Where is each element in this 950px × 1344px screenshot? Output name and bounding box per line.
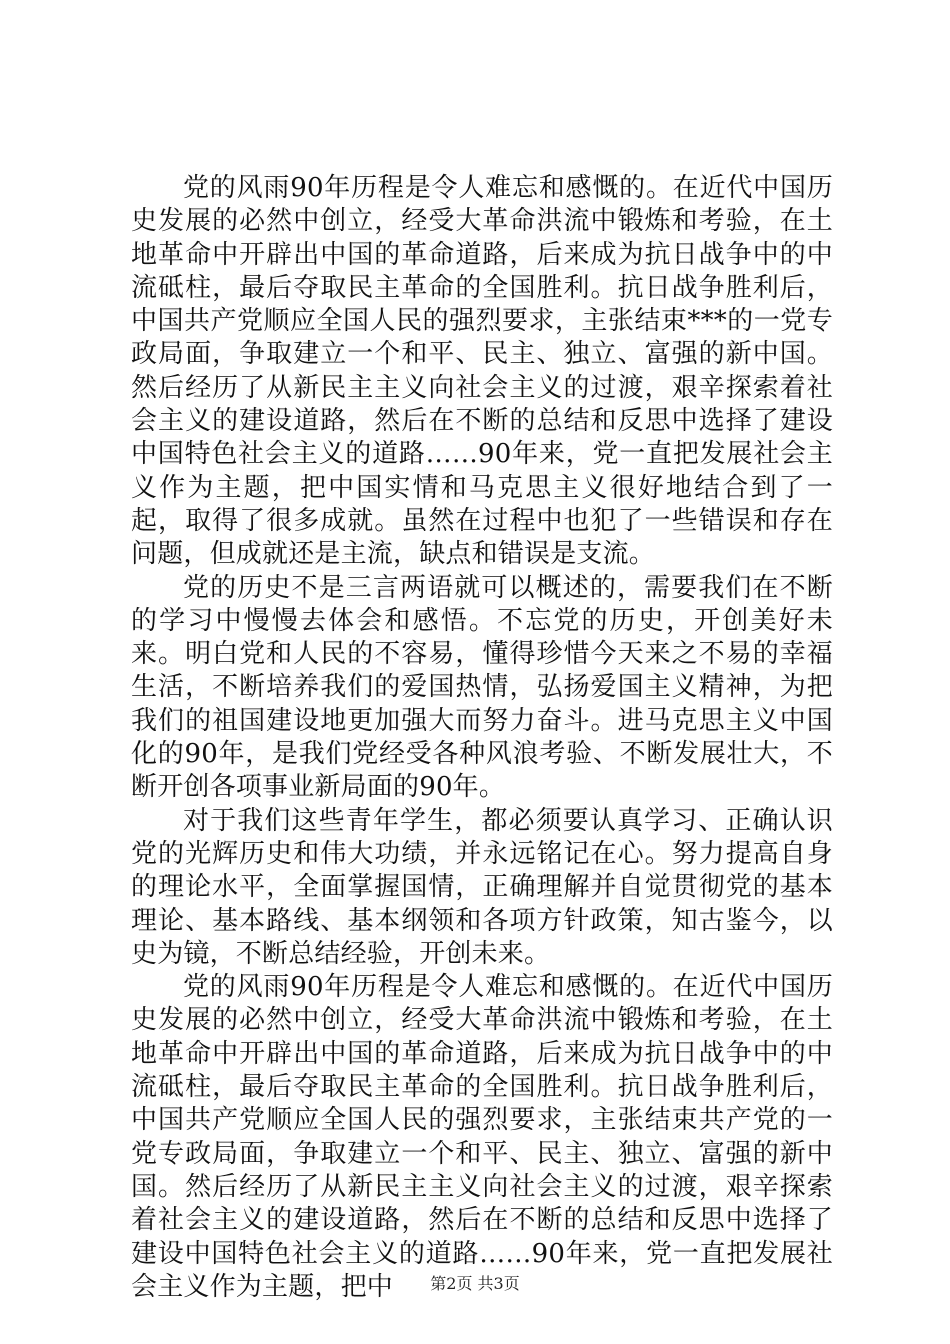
paragraph-3: 对于我们这些青年学生，都必须要认真学习、正确认识党的光辉历史和伟大功绩，并永远铭记在心。努力提高自身的理论水平，全面掌握国情，正确理解并自觉贯彻党的基本理论、基本路线、基本纲领和各项方针政策，知古鉴今，以史为镜，不断总结经验，开创未来。 bbox=[131, 805, 833, 969]
document-body bbox=[131, 172, 833, 1304]
paragraph-4: 党的风雨90年历程是令人难忘和感慨的。在近代中国历史发展的必然中创立，经受大革命洪流中锻炼和考验，在土地革命中开辟出中国的革命道路，后来成为抗日战争中的中流砥柱，最后夺取民主革命的全国胜利。抗日战争胜利后，中国共产党顺应全国人民的强烈要求，主张结束共产党的一党专政局面，争取建立一个和平、民主、独立、富强的新中国。然后经历了从新民主主义向社会主义的过渡，艰辛探索着社会主义的建设道路，然后在不断的总结和反思中选择了建设中国特色社会主义的道路……90年来，党一直把发展社会主义作为主题，把中 bbox=[131, 972, 833, 1302]
paragraph-2: 党的历史不是三言两语就可以概述的，需要我们在不断的学习中慢慢去体会和感悟。不忘党的历史，开创美好未来。明白党和人民的不容易，懂得珍惜今天来之不易的幸福生活，不断培养我们的爱国热情，弘扬爱国主义精神，为把我们的祖国建设地更加强大而努力奋斗。进马克思主义中国化的90年，是我们党经受各种风浪考验、不断发展壮大，不断开创各项事业新局面的90年。 bbox=[131, 572, 833, 803]
page-number-footer: 第2页 共3页 bbox=[430, 1274, 520, 1293]
paragraph-1: 党的风雨90年历程是令人难忘和感慨的。在近代中国历史发展的必然中创立，经受大革命洪流中锻炼和考验，在土地革命中开辟出中国的革命道路，后来成为抗日战争中的中流砥柱，最后夺取民主革命的全国胜利。抗日战争胜利后，中国共产党顺应全国人民的强烈要求，主张结束***的一党专政局面，争取建立一个和平、民主、独立、富强的新中国。然后经历了从新民主主义向社会主义的过渡，艰辛探索着社会主义的建设道路，然后在不断的总结和反思中选择了建设中国特色社会主义的道路……90年来，党一直把发展社会主义作为主题，把中国实情和马克思主义很好地结合到了一起，取得了很多成就。虽然在过程中也犯了一些错误和存在问题，但成就还是主流，缺点和错误是支流。 bbox=[131, 173, 833, 570]
